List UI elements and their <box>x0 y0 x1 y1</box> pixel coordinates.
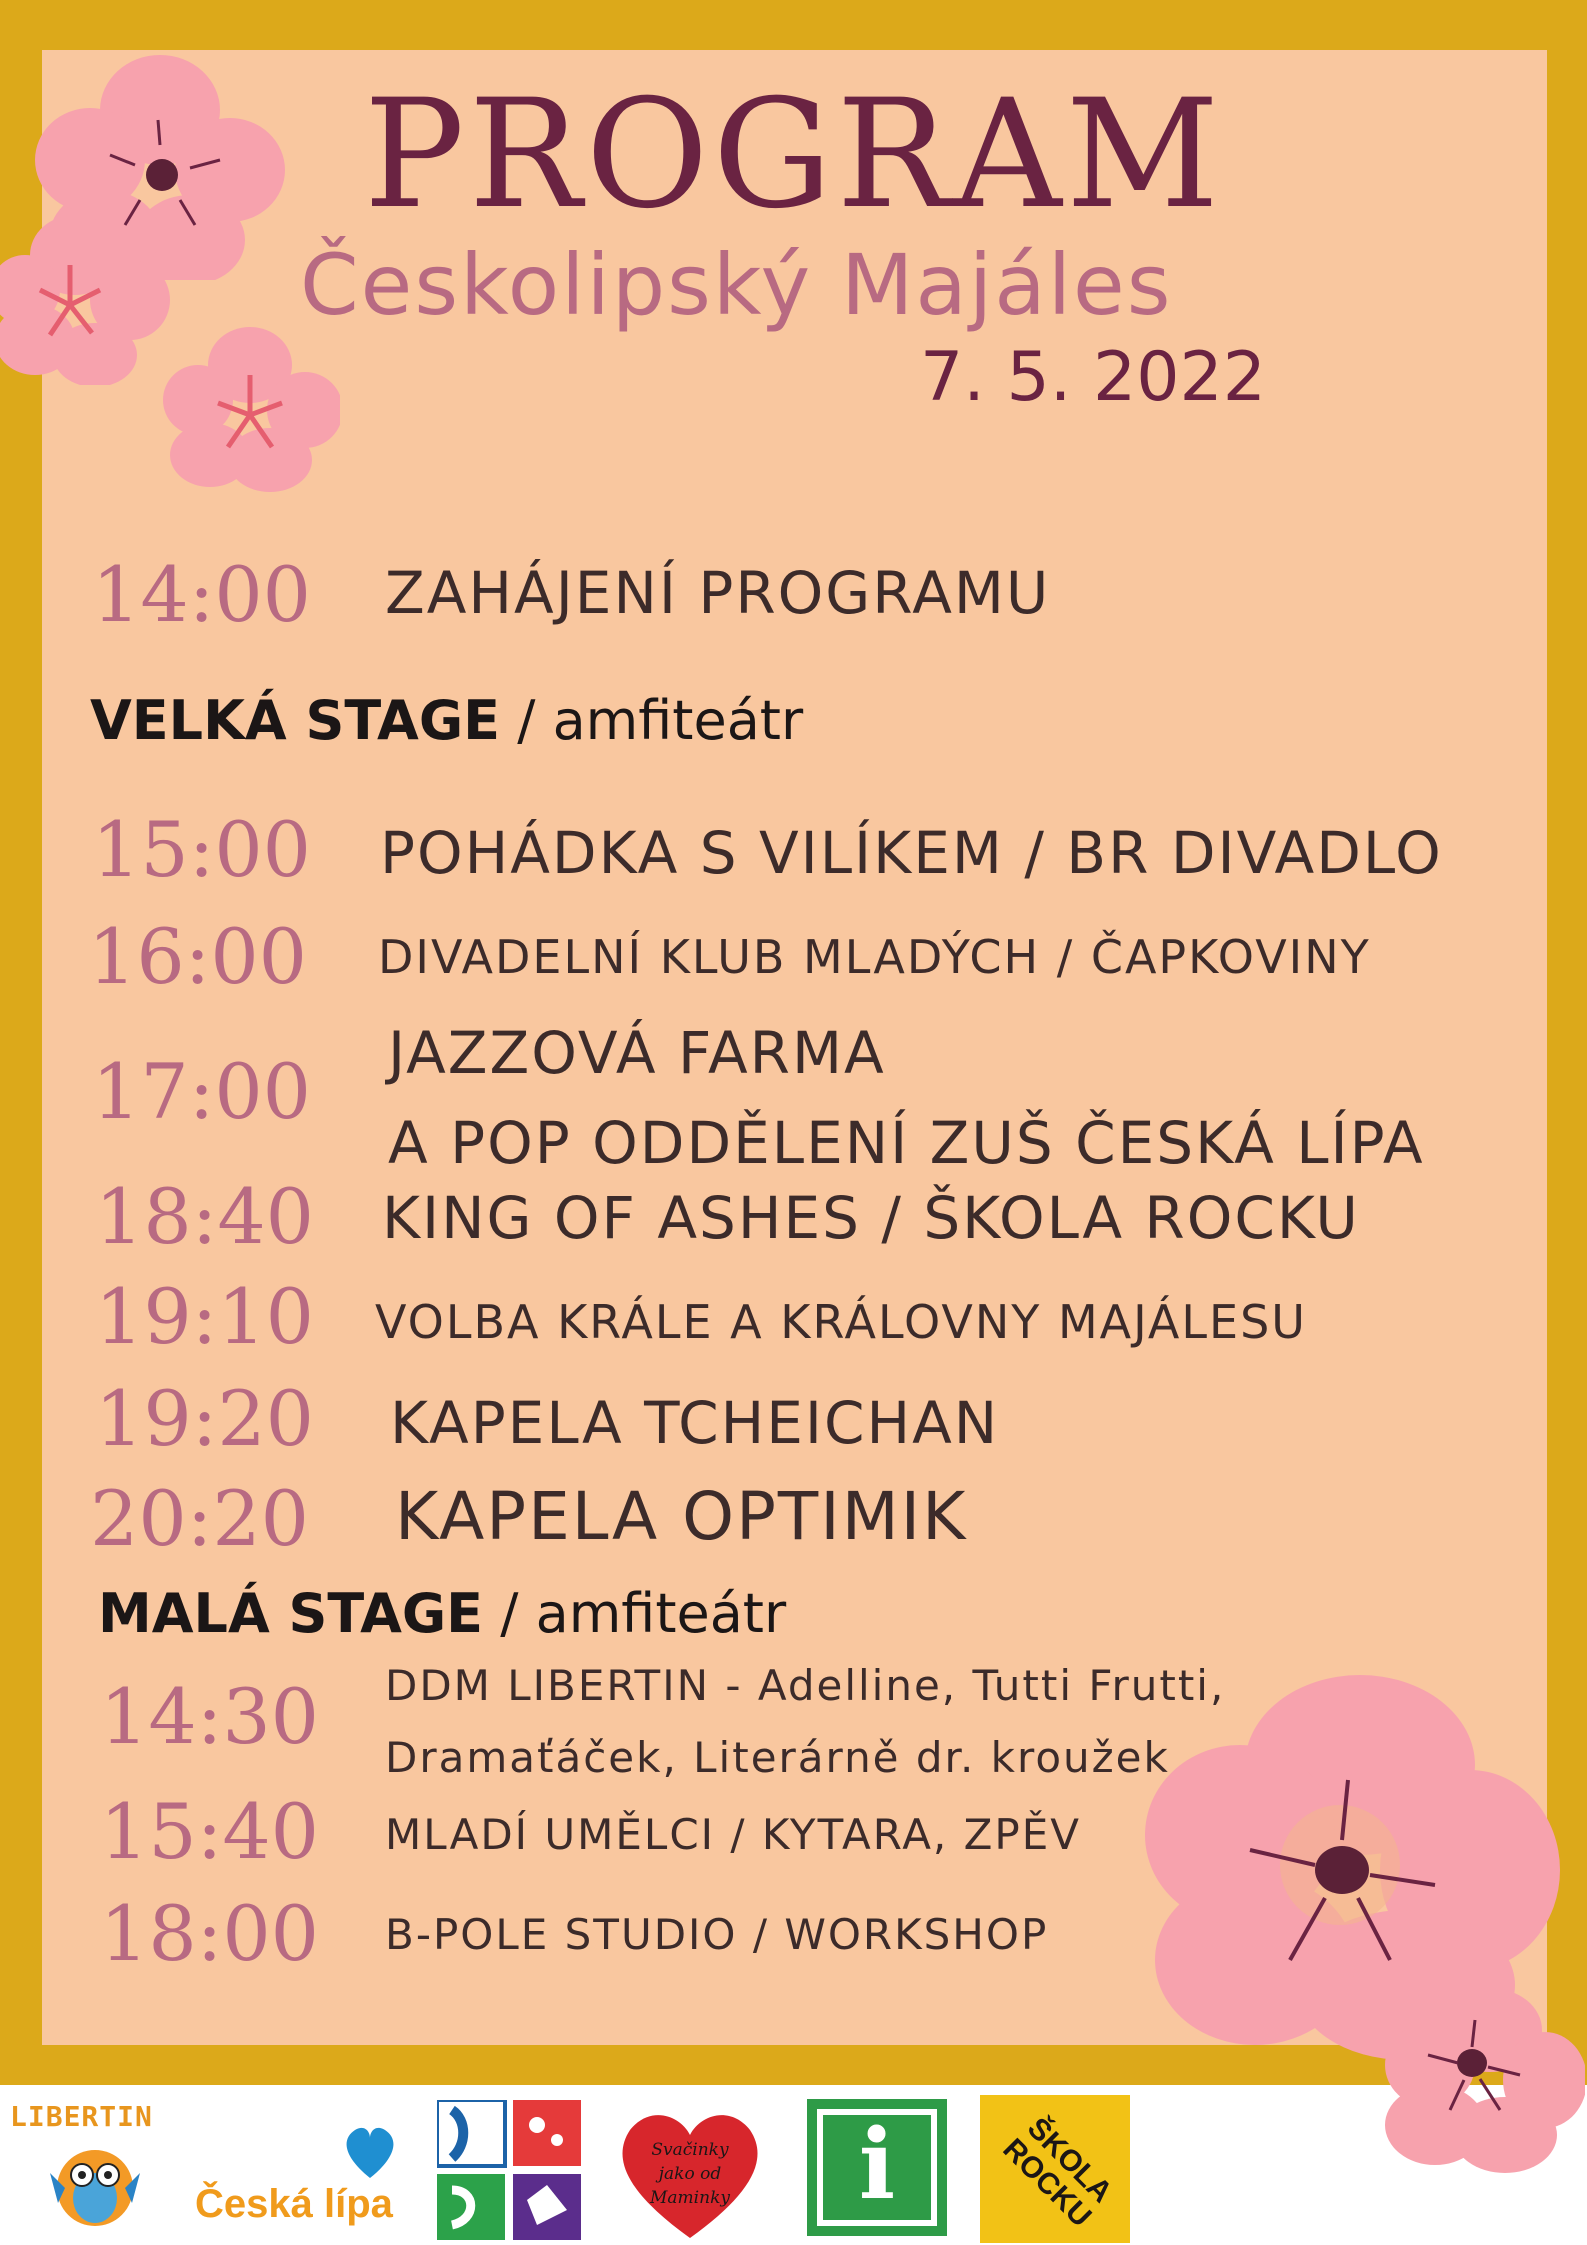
big-stage-heading <box>90 690 803 752</box>
page-title: PROGRAM <box>363 68 1224 242</box>
ceska-lipa-text: Česká lípa <box>195 2182 393 2226</box>
time-item: 15:40 <box>100 1787 320 1876</box>
act-item: POHÁDKA S VILÍKEM / BR DIVADLO <box>380 819 1443 887</box>
act-item-line2: Dramaťáček, Literárně dr. kroužek <box>385 1733 1170 1782</box>
big-stage-separator: / <box>500 689 553 752</box>
skola-rocku-text: ŠKOLA ROCKU <box>996 2111 1119 2234</box>
flower-top-left-small-icon <box>0 215 170 385</box>
svacinky-logo <box>610 2100 770 2240</box>
time-item: 14:30 <box>100 1672 320 1761</box>
small-stage-heading <box>98 1583 786 1645</box>
act-item: B-POLE STUDIO / WORKSHOP <box>385 1910 1049 1959</box>
time-item: 16:00 <box>88 912 308 1001</box>
flower-bottom-right-small-icon <box>1380 1985 1585 2175</box>
leaf-heart-icon <box>335 2120 405 2180</box>
event-date: 7. 5. 2022 <box>920 338 1267 417</box>
time-item: 18:00 <box>100 1889 320 1978</box>
act-item-line2: A POP ODDĚLENÍ ZUŠ ČESKÁ LÍPA <box>388 1109 1425 1177</box>
act-item: KAPELA OPTIMIK <box>395 1478 968 1555</box>
big-stage-name: VELKÁ STAGE <box>90 689 501 752</box>
school-emblem-icon <box>437 2100 582 2240</box>
svacinky-text: Svačinky jako od Maminky <box>650 2140 730 2208</box>
small-stage-venue: amfiteátr <box>535 1582 787 1645</box>
act-item: KAPELA TCHEICHAN <box>390 1389 1000 1457</box>
owl-icon <box>10 2133 180 2233</box>
act-item-line1: JAZZOVÁ FARMA <box>388 1019 886 1087</box>
act-item: MLADÍ UMĚLCI / KYTARA, ZPĚV <box>385 1810 1081 1859</box>
time-item: 19:20 <box>95 1374 315 1463</box>
flower-top-left-bottom-icon <box>160 325 340 495</box>
info-icon: i <box>858 2108 896 2221</box>
skola-rocku-logo <box>980 2095 1130 2243</box>
info-center-logo <box>803 2095 951 2240</box>
act-item: VOLBA KRÁLE A KRÁLOVNY MAJÁLESU <box>375 1295 1307 1349</box>
time-item: 20:20 <box>90 1474 310 1563</box>
school-logo <box>437 2100 582 2240</box>
act-opening: ZAHÁJENÍ PROGRAMU <box>385 559 1051 627</box>
event-name: Českolipský Majáles <box>300 236 1173 334</box>
libertin-logo <box>10 2100 180 2240</box>
act-item: KING OF ASHES / ŠKOLA ROCKU <box>382 1184 1360 1252</box>
time-item: 18:40 <box>95 1172 315 1261</box>
big-stage-venue: amfiteátr <box>552 689 804 752</box>
libertin-logo-text: LIBERTIN <box>10 2100 153 2133</box>
time-item: 15:00 <box>92 805 312 894</box>
time-opening: 14:00 <box>92 550 312 639</box>
small-stage-separator: / <box>483 1582 536 1645</box>
ceska-lipa-logo <box>195 2120 410 2230</box>
act-item-line1: DDM LIBERTIN - Adelline, Tutti Frutti, <box>385 1661 1226 1710</box>
act-item: DIVADELNÍ KLUB MLADÝCH / ČAPKOVINY <box>378 930 1371 984</box>
small-stage-name: MALÁ STAGE <box>98 1582 484 1645</box>
time-item: 17:00 <box>92 1047 312 1136</box>
time-item: 19:10 <box>95 1272 315 1361</box>
